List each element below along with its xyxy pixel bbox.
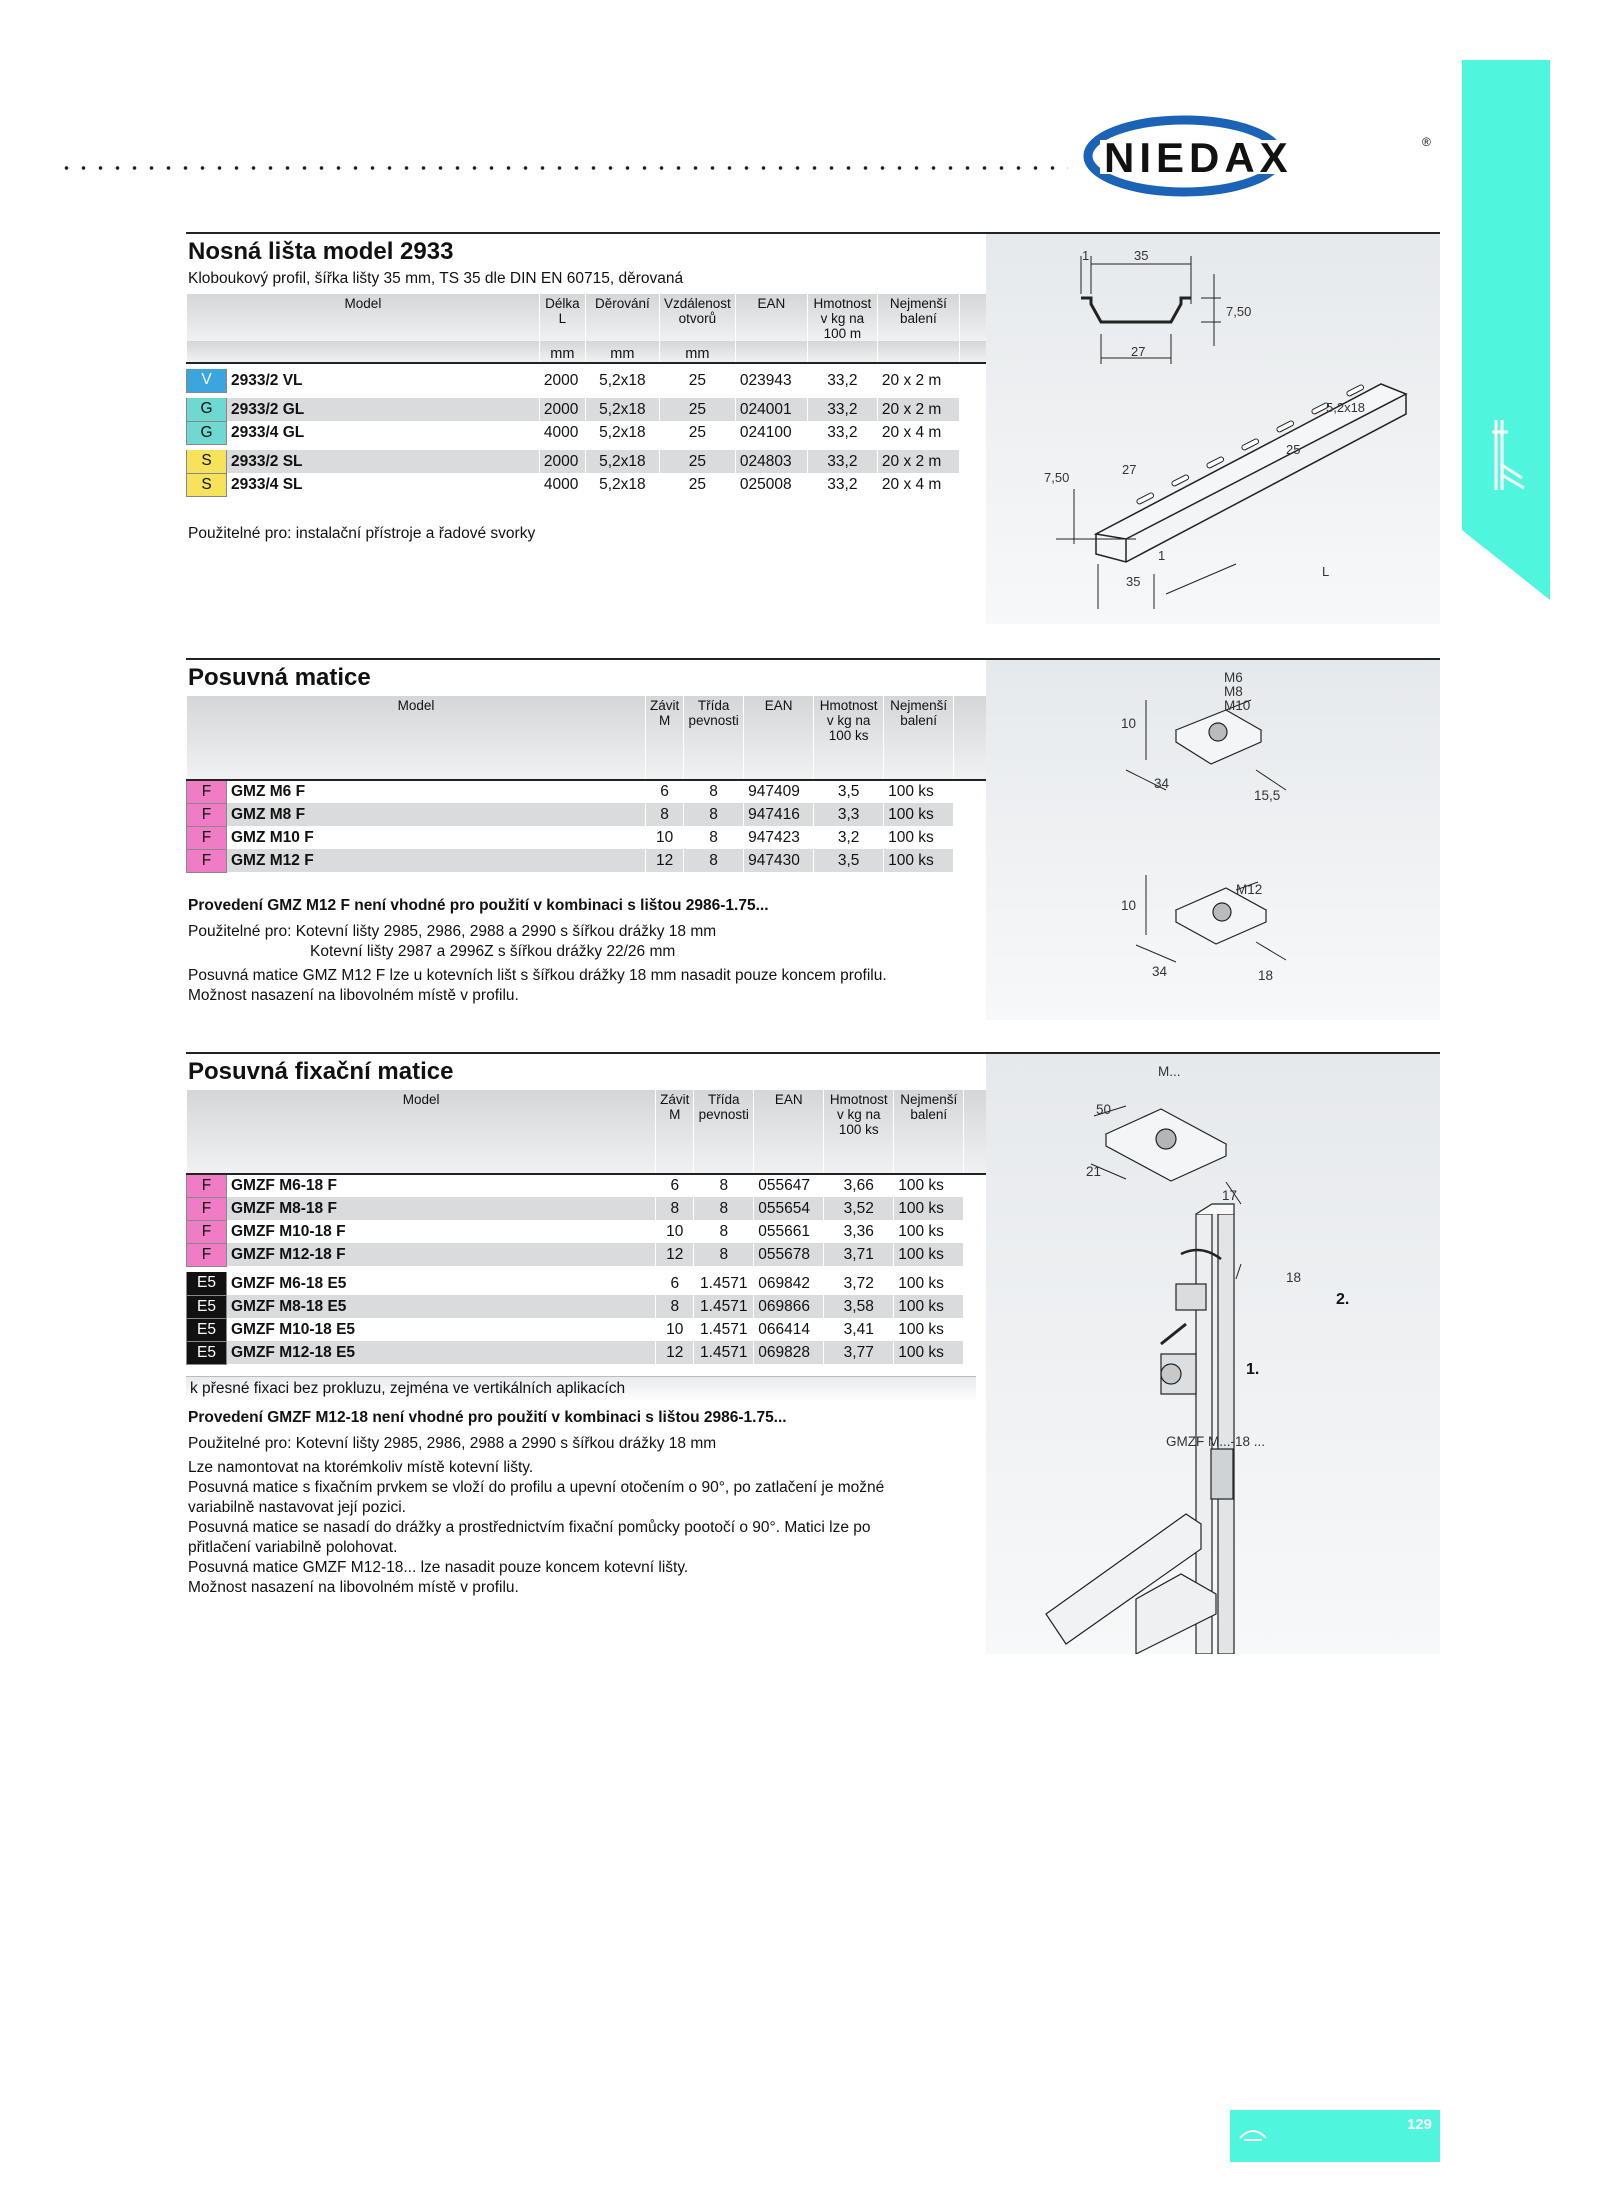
material-code: S <box>187 450 227 473</box>
rail-spec-table <box>186 294 986 497</box>
info-note: Posuvná matice se nasadí do drážky a prostřednictvím fixační pomůcky pootočí o 90°. Matici lze po <box>188 1519 871 1536</box>
niedax-logo <box>1082 112 1442 202</box>
table-row: E5 GMZF M12-18 E5 12 1.4571 069828 3,77 100 ks <box>187 1341 987 1364</box>
material-code: F <box>187 1174 227 1197</box>
usage-note: Použitelné pro: instalační přístroje a řadové svorky <box>188 525 536 542</box>
svg-text:M6: M6 <box>1224 670 1243 685</box>
material-code: F <box>187 1220 227 1243</box>
table-row: S 2933/2 SL 2000 5,2x18 25 024803 33,2 20 x 2 m <box>187 450 987 473</box>
page-footer-box <box>1230 2110 1440 2162</box>
svg-text:35: 35 <box>1126 574 1141 589</box>
material-code: E5 <box>187 1341 227 1364</box>
table-row: E5 GMZF M6-18 E5 6 1.4571 069842 3,72 100 ks <box>187 1272 987 1295</box>
fixing-nut-drawing <box>986 1054 1440 1654</box>
table-row: F GMZ M8 F 8 8 947416 3,3 100 ks <box>187 803 987 826</box>
material-code: S <box>187 473 227 496</box>
section-rail-2933 <box>186 232 1440 622</box>
info-note: Posuvná matice GMZF M12-18... lze nasadit pouze koncem kotevní lišty. <box>188 1559 689 1576</box>
svg-text:GMZF M...-18 ...: GMZF M...-18 ... <box>1166 1434 1266 1449</box>
col-ean: EAN <box>735 294 807 341</box>
material-code: E5 <box>187 1295 227 1318</box>
col-ean: EAN <box>754 1090 824 1174</box>
svg-text:27: 27 <box>1131 344 1146 359</box>
svg-text:5,2x18: 5,2x18 <box>1326 400 1366 415</box>
material-code: F <box>187 826 227 849</box>
svg-text:25: 25 <box>1286 442 1301 457</box>
svg-text:18: 18 <box>1286 1270 1302 1285</box>
material-code: F <box>187 849 227 872</box>
col-package: Nejmenší balení <box>877 294 959 341</box>
col-ean: EAN <box>744 696 814 780</box>
svg-text:10: 10 <box>1121 716 1137 731</box>
svg-text:7,50: 7,50 <box>1226 304 1252 319</box>
svg-text:M12: M12 <box>1236 882 1263 897</box>
svg-text:34: 34 <box>1152 964 1168 979</box>
table-row: F GMZF M12-18 F 12 8 055678 3,71 100 ks <box>187 1243 987 1266</box>
section-title: Posuvná fixační matice <box>188 1058 454 1085</box>
rail-shape-icon <box>1238 2120 1268 2150</box>
info-note: Posuvná matice s fixačním prvkem se vloží do profilu a upevní otočením o 90°, po zatlačení je možné <box>188 1479 885 1496</box>
svg-text:2.: 2. <box>1336 1291 1350 1308</box>
table-row: F GMZ M10 F 10 8 947423 3,2 100 ks <box>187 826 987 849</box>
unit-perforation: mm <box>585 341 659 363</box>
col-model: Model <box>187 1090 656 1174</box>
table-row: F GMZ M12 F 12 8 947430 3,5 100 ks <box>187 849 987 872</box>
section-sliding-nut <box>186 658 1440 1018</box>
table-row: F GMZF M6-18 F 6 8 055647 3,66 100 ks <box>187 1174 987 1197</box>
fixing-nut-table <box>186 1090 986 1365</box>
material-code: G <box>187 421 227 444</box>
svg-text:50: 50 <box>1096 1102 1112 1117</box>
col-weight: Hmotnost v kg na 100 ks <box>814 696 884 780</box>
table-row: S 2933/4 SL 4000 5,2x18 25 025008 33,2 20 x 4 m <box>187 473 987 496</box>
table-row: F GMZF M8-18 F 8 8 055654 3,52 100 ks <box>187 1197 987 1220</box>
col-weight: Hmotnost v kg na 100 m <box>807 294 877 341</box>
unit-spacing: mm <box>659 341 735 363</box>
info-note: Lze namontovat na ktorémkoliv místě kotevní lišty. <box>188 1459 534 1476</box>
svg-text:1.: 1. <box>1246 1361 1260 1378</box>
table-row: F GMZ M6 F 6 8 947409 3,5 100 ks <box>187 780 987 803</box>
svg-text:17: 17 <box>1222 1188 1238 1203</box>
table-row: E5 GMZF M8-18 E5 8 1.4571 069866 3,58 100 ks <box>187 1295 987 1318</box>
sliding-nut-drawing <box>986 660 1440 1020</box>
svg-text:15,5: 15,5 <box>1254 788 1281 803</box>
section-title: Nosná lišta model 2933 <box>188 238 454 265</box>
section-title: Posuvná matice <box>188 664 371 691</box>
svg-text:L: L <box>1322 564 1330 579</box>
col-model: Model <box>187 294 540 341</box>
svg-text:M8: M8 <box>1224 684 1243 699</box>
usage-note: Použitelné pro: Kotevní lišty 2985, 2986, 2988 a 2990 s šířkou drážky 18 mm <box>188 923 717 940</box>
logo-text: NIEDAX <box>1104 134 1293 181</box>
svg-text:7,50: 7,50 <box>1044 470 1070 485</box>
material-code: G <box>187 398 227 421</box>
page-number: 129 <box>1406 2116 1432 2133</box>
section-fixing-nut <box>186 1052 1440 1652</box>
info-note: variabilně nastavovat její pozici. <box>188 1499 406 1516</box>
header-dotted-rule <box>58 165 1068 171</box>
usage-note-2: Kotevní lišty 2987 a 2996Z s šířkou drážky 22/26 mm <box>310 943 676 960</box>
table-row: V 2933/2 VL 2000 5,2x18 25 023943 33,2 20 x 2 m <box>187 369 987 392</box>
fixing-nut-drawing-panel <box>986 1054 1440 1654</box>
svg-text:34: 34 <box>1154 776 1170 791</box>
col-hole-spacing: Vzdálenost otvorů <box>659 294 735 341</box>
table-row: G 2933/2 GL 2000 5,2x18 25 024001 33,2 20 x 2 m <box>187 398 987 421</box>
chapter-side-tab <box>1462 60 1550 600</box>
section-subtitle: Kloboukový profil, šířka lišty 35 mm, TS 35 dle DIN EN 60715, děrovaná <box>188 270 684 287</box>
table-row: F GMZF M10-18 F 10 8 055661 3,36 100 ks <box>187 1220 987 1243</box>
col-perforation: Děrování <box>585 294 659 341</box>
unit-length: mm <box>539 341 585 363</box>
col-strength-class: Třída pevnosti <box>694 1090 754 1174</box>
warning-note: Provedení GMZF M12-18 není vhodné pro použití v kombinaci s lištou 2986-1.75... <box>188 1409 787 1426</box>
material-code: F <box>187 1197 227 1220</box>
nut-drawing-panel <box>986 660 1440 1020</box>
col-model: Model <box>187 696 646 780</box>
rail-drawing-panel <box>986 234 1440 624</box>
info-note: přitlačení variabilně polohovat. <box>188 1539 398 1556</box>
svg-text:1: 1 <box>1158 548 1166 563</box>
svg-text:35: 35 <box>1134 248 1149 263</box>
svg-text:10: 10 <box>1121 898 1137 913</box>
material-code: F <box>187 1243 227 1266</box>
col-strength-class: Třída pevnosti <box>684 696 744 780</box>
svg-text:®: ® <box>1422 135 1431 149</box>
material-code: E5 <box>187 1318 227 1341</box>
svg-text:1: 1 <box>1082 248 1090 263</box>
svg-text:27: 27 <box>1122 462 1137 477</box>
svg-text:M...: M... <box>1158 1064 1181 1079</box>
usage-note: Použitelné pro: Kotevní lišty 2985, 2986, 2988 a 2990 s šířkou drážky 18 mm <box>188 1435 717 1452</box>
info-note-2: Možnost nasazení na libovolném místě v profilu. <box>188 987 519 1004</box>
material-code: V <box>187 369 227 392</box>
rail-profile-drawing <box>986 234 1440 624</box>
col-weight: Hmotnost v kg na 100 ks <box>824 1090 894 1174</box>
material-code: F <box>187 780 227 803</box>
material-code: E5 <box>187 1272 227 1295</box>
col-package: Nejmenší balení <box>884 696 954 780</box>
col-package: Nejmenší balení <box>894 1090 964 1174</box>
svg-text:M10: M10 <box>1224 698 1251 713</box>
material-code: F <box>187 803 227 826</box>
table-row: E5 GMZF M10-18 E5 10 1.4571 066414 3,41 100 ks <box>187 1318 987 1341</box>
col-thread: Závit M <box>656 1090 694 1174</box>
table-row: G 2933/4 GL 4000 5,2x18 25 024100 33,2 20 x 4 m <box>187 421 987 444</box>
info-note: Posuvná matice GMZ M12 F lze u kotevních lišt s šířkou drážky 18 mm nasadit pouze koncem profilu. <box>188 967 887 984</box>
svg-text:21: 21 <box>1086 1164 1102 1179</box>
svg-text:18: 18 <box>1258 968 1274 983</box>
fixation-bar-note: k přesné fixaci bez prokluzu, zejména ve vertikálních aplikacích <box>186 1376 976 1402</box>
info-note: Možnost nasazení na libovolném místě v profilu. <box>188 1579 519 1596</box>
sliding-nut-table <box>186 696 986 873</box>
col-thread: Závit M <box>646 696 684 780</box>
col-length: Délka L <box>539 294 585 341</box>
warning-note: Provedení GMZ M12 F není vhodné pro použití v kombinaci s lištou 2986-1.75... <box>188 897 769 914</box>
